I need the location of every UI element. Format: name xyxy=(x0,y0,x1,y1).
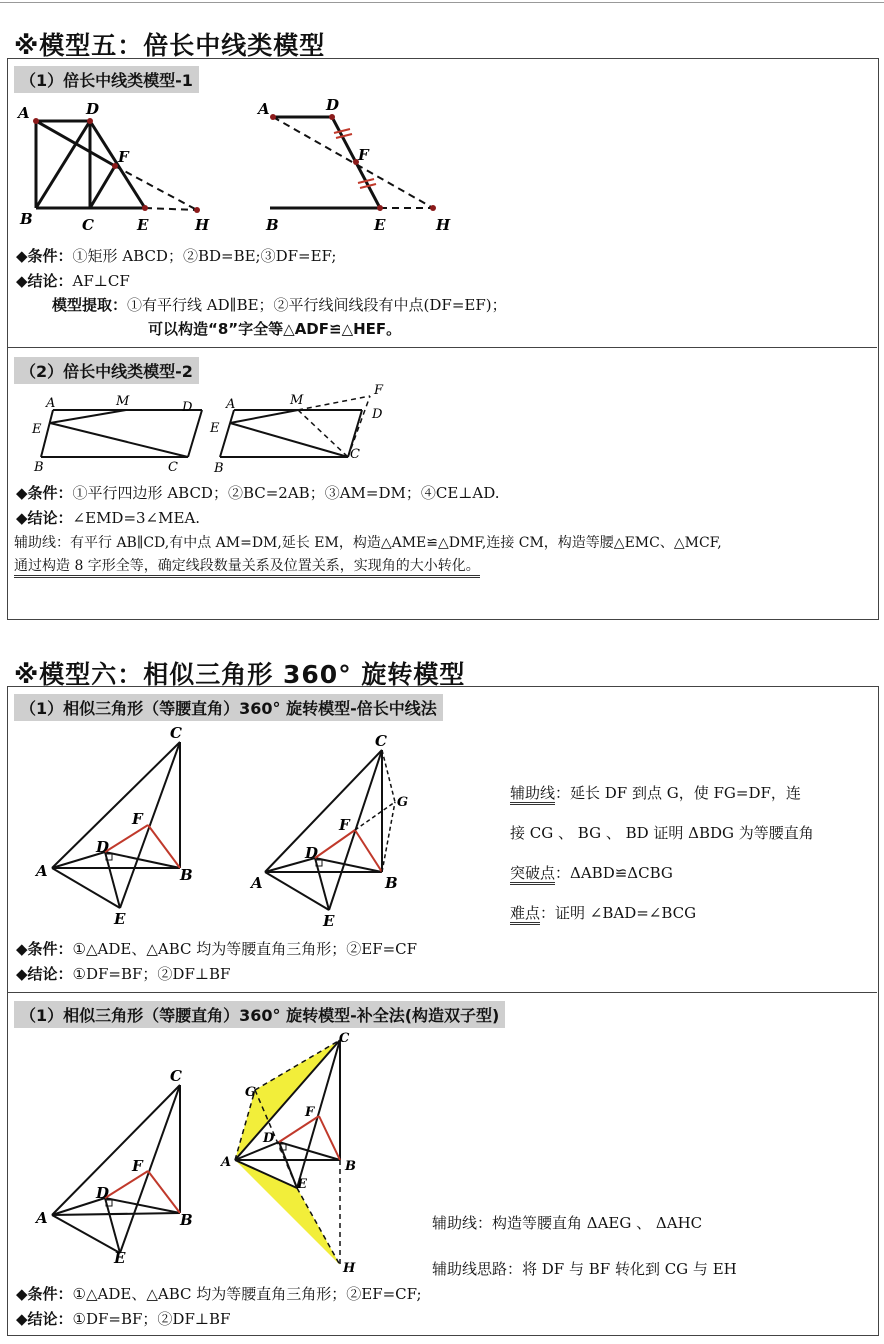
label-H: H xyxy=(195,216,210,234)
top-rule xyxy=(0,2,884,3)
label-F4: F xyxy=(374,383,384,398)
label-A4: A xyxy=(226,397,236,412)
label-F2: F xyxy=(358,146,369,164)
label-G8: G xyxy=(245,1085,257,1100)
label-E4: E xyxy=(210,421,220,436)
label-C5: C xyxy=(170,724,182,742)
label-M3: M xyxy=(116,394,130,409)
cond-label: ◆条件： xyxy=(16,940,73,958)
label-B5: B xyxy=(180,866,193,884)
label-H8: H xyxy=(343,1261,356,1276)
label-A5: A xyxy=(36,862,48,880)
label-B8: B xyxy=(345,1159,356,1174)
label-F6: F xyxy=(339,816,350,834)
note1-label: 辅助线 xyxy=(510,784,555,805)
extract-label: 模型提取： xyxy=(52,296,128,314)
section6-sub2-title: （1）相似三角形（等腰直角）360° 旋转模型-补全法(构造双子型) xyxy=(14,1001,505,1028)
label-D: D xyxy=(86,100,100,118)
label-E2: E xyxy=(374,216,386,234)
label-D7: D xyxy=(96,1184,110,1202)
label-D2: D xyxy=(326,96,340,114)
s6-sub2-note2: 辅助线思路：将 DF 与 BF 转化到 CG 与 EH xyxy=(432,1260,737,1278)
s6-note1 xyxy=(510,782,801,803)
figure-parallelogram-aux xyxy=(200,380,400,480)
cond-text: ①平行四边形 ABCD；②BC=2AB；③AM=DM；④CE⊥AD. xyxy=(72,484,500,502)
note3-label: 难点 xyxy=(510,904,540,925)
s5-aux1: 辅助线：有平行 AB∥CD,有中点 AM=DM,延长 EM，构造△AME≌△DMF,连接 CM，构造等腰△EMC、△MCF, xyxy=(14,535,722,551)
concl-text: AF⊥CF xyxy=(72,272,130,290)
section5-sub1-title: （1）倍长中线类模型-1 xyxy=(14,66,199,93)
s6-cond2 xyxy=(16,1283,422,1304)
label-D8: D xyxy=(263,1131,275,1146)
figure-rectangle-model xyxy=(0,90,230,240)
label-B7: B xyxy=(180,1211,193,1229)
s5-aux2: 通过构造 8 字形全等，确定线段数量关系及位置关系，实现角的大小转化。 xyxy=(14,555,480,578)
section6-divider xyxy=(7,992,877,993)
label-A2: A xyxy=(258,100,270,118)
s5-concl1 xyxy=(16,270,130,291)
label-A6: A xyxy=(251,874,263,892)
label-F: F xyxy=(118,148,129,166)
s6-note3 xyxy=(510,902,696,923)
label-F5: F xyxy=(132,810,143,828)
label-D3: D xyxy=(182,400,193,415)
extract-text: ①有平行线 AD∥BE；②平行线间线段有中点(DF=EF)； xyxy=(127,296,507,314)
s5-extract2: 可以构造“8”字全等△ADF≌△HEF。 xyxy=(148,320,402,338)
s6-note1b: 接 CG 、 BG 、 BD 证明 ΔBDG 为等腰直角 xyxy=(510,824,814,842)
label-E3: E xyxy=(32,422,42,437)
concl-label: ◆结论： xyxy=(16,272,73,290)
label-F7: F xyxy=(132,1157,143,1175)
s6-concl2 xyxy=(16,1308,230,1329)
note2-label: 突破点 xyxy=(510,864,555,885)
cond-label: ◆条件： xyxy=(16,484,73,502)
label-E8: E xyxy=(297,1177,307,1192)
label-M4: M xyxy=(290,393,304,408)
cond-label: ◆条件： xyxy=(16,247,73,265)
label-C8: C xyxy=(339,1031,350,1046)
label-C6: C xyxy=(375,732,387,750)
s6-cond1 xyxy=(16,938,417,959)
concl-label: ◆结论： xyxy=(16,509,73,527)
figure-rotation-aux xyxy=(245,730,435,930)
section6-sub1-title: （1）相似三角形（等腰直角）360° 旋转模型-倍长中线法 xyxy=(14,694,443,721)
s5-extract xyxy=(52,294,507,315)
cond-text: ①△ADE、△ABC 均为等腰直角三角形；②EF=CF xyxy=(72,940,418,958)
label-F8: F xyxy=(305,1105,315,1120)
label-B3: B xyxy=(34,460,44,475)
label-B: B xyxy=(20,210,33,228)
figure-double-triangle xyxy=(215,1030,405,1280)
label-A8: A xyxy=(221,1155,232,1170)
s6-concl1 xyxy=(16,963,230,984)
figure-parallelogram-model xyxy=(20,385,220,480)
label-G6: G xyxy=(397,795,409,810)
section5-divider xyxy=(7,347,877,348)
label-B4: B xyxy=(214,461,224,476)
label-A: A xyxy=(18,104,30,122)
label-B6: B xyxy=(385,874,398,892)
s5-cond2 xyxy=(16,482,499,503)
s6-sub2-note1: 辅助线：构造等腰直角 ΔAEG 、 ΔAHC xyxy=(432,1214,703,1232)
label-C3: C xyxy=(168,460,178,475)
label-E5: E xyxy=(114,910,126,928)
s5-concl2 xyxy=(16,507,200,528)
label-C: C xyxy=(82,216,94,234)
s6-note2 xyxy=(510,862,673,883)
concl-text: ∠EMD=3∠MEA. xyxy=(72,509,201,527)
section6-heading: ※模型六：相似三角形 360° 旋转模型 xyxy=(14,660,466,689)
cond-label: ◆条件： xyxy=(16,1285,73,1303)
label-C4: C xyxy=(350,447,360,462)
label-H2: H xyxy=(436,216,451,234)
label-D6: D xyxy=(305,844,319,862)
cond-text: ①△ADE、△ABC 均为等腰直角三角形；②EF=CF; xyxy=(72,1285,422,1303)
label-D5: D xyxy=(96,838,110,856)
concl-label: ◆结论： xyxy=(16,1310,73,1328)
label-C7: C xyxy=(170,1067,182,1085)
section5-sub2-title: （2）倍长中线类模型-2 xyxy=(14,357,199,384)
label-E7: E xyxy=(114,1249,126,1267)
label-E: E xyxy=(137,216,149,234)
figure-rotation-basic-2 xyxy=(30,1065,220,1265)
concl-text: ①DF=BF；②DF⊥BF xyxy=(72,1310,231,1328)
figure-rotation-basic xyxy=(30,720,220,930)
label-A3: A xyxy=(46,396,56,411)
figure-parallel-model xyxy=(250,90,460,240)
s5-cond1 xyxy=(16,245,336,266)
label-A7: A xyxy=(36,1209,48,1227)
note1-text: ：延长 DF 到点 G，使 FG=DF，连 xyxy=(555,784,801,802)
concl-text: ①DF=BF；②DF⊥BF xyxy=(72,965,231,983)
label-B2: B xyxy=(266,216,279,234)
note3-text: ：证明 ∠BAD=∠BCG xyxy=(540,904,697,922)
cond-text: ①矩形 ABCD；②BD=BE;③DF=EF; xyxy=(72,247,337,265)
concl-label: ◆结论： xyxy=(16,965,73,983)
label-D4: D xyxy=(372,407,383,422)
label-E6: E xyxy=(323,912,335,930)
note2-text: ：ΔABD≌ΔCBG xyxy=(555,864,673,882)
section5-heading: ※模型五：倍长中线类模型 xyxy=(14,31,326,60)
